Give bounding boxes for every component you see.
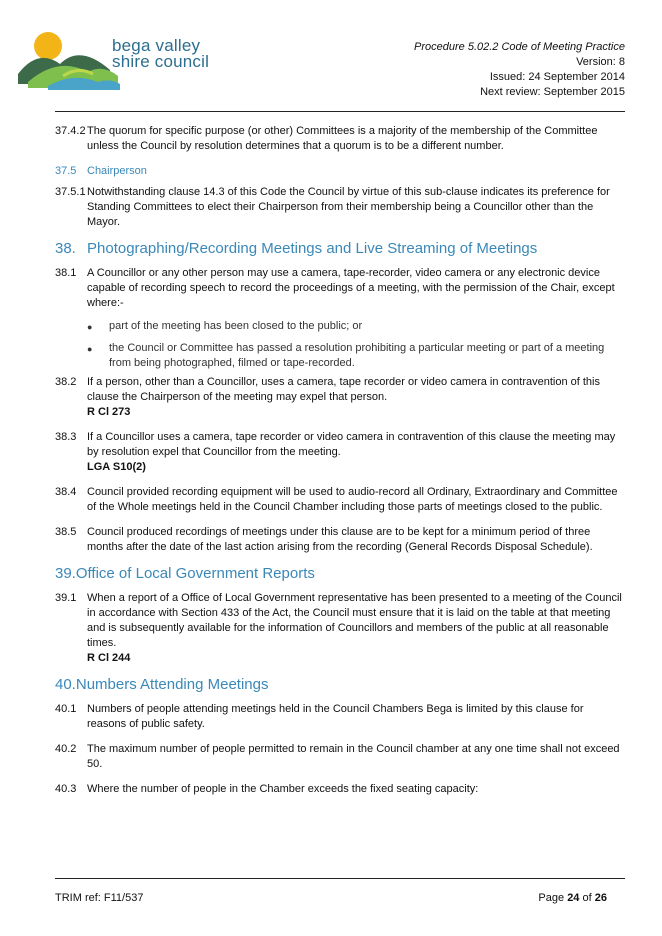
clause-text: Numbers of people attending meetings held in the Council Chambers Bega is limited by this clause for reasons of public safety.	[87, 703, 584, 730]
clause-40-1	[55, 702, 625, 732]
clause-text: Where the number of people in the Chamber exceeds the fixed seating capacity:	[87, 783, 479, 795]
bullet-text: the Council or Committee has passed a resolution prohibiting a particular meeting or part of a meeting from being photographed, filmed or tape-recorded.	[109, 342, 605, 369]
clause-40-2	[55, 742, 625, 772]
clause-number: 40.3	[55, 783, 77, 795]
heading-number: 38.	[55, 240, 76, 257]
bullet-text: part of the meeting has been closed to the public; or	[109, 320, 363, 332]
of-label: of	[582, 892, 592, 904]
clause-reference: R Cl 273	[87, 406, 131, 418]
clause-38-3	[55, 430, 625, 475]
clause-text: Council produced recordings of meetings under this clause are to be kept for a minimum period of three months after the date of the last action arising from the recording (General Records Disposal Schedule).	[87, 526, 593, 553]
clause-number: 37.5.1	[55, 186, 86, 198]
page-current: 24	[567, 892, 580, 904]
heading-text: Chairperson	[87, 165, 147, 177]
footer-divider	[55, 878, 625, 879]
trim-reference: TRIM ref: F11/537	[55, 892, 144, 904]
page-label: Page	[538, 892, 565, 904]
clause-text: The quorum for specific purpose (or other) Committees is a majority of the membership of the Committee unless the Council by resolution determines that a quorum is to be a different number.	[87, 125, 598, 152]
heading-39	[55, 565, 625, 583]
clause-number: 38.2	[55, 376, 77, 388]
heading-text: Office of Local Government Reports	[75, 565, 315, 582]
heading-text: Numbers Attending Meetings	[75, 676, 269, 693]
clause-38-4	[55, 485, 625, 515]
header-divider	[55, 111, 625, 112]
clause-reference: R Cl 244	[87, 652, 131, 664]
procedure-info	[414, 40, 625, 100]
clause-text: Notwithstanding clause 14.3 of this Code the Council by virtue of this sub-clause indicates its preference for Standing Committees to elect their Chairperson from their membership being a Councillor other than the Mayor.	[87, 186, 610, 228]
bullet-icon: ●	[87, 344, 93, 354]
heading-40	[55, 676, 625, 694]
bullet-icon: ●	[87, 322, 93, 332]
heading-text: Photographing/Recording Meetings and Live Streaming of Meetings	[87, 240, 538, 257]
document-body	[55, 124, 625, 807]
procedure-issued: Issued: 24 September 2014	[489, 71, 625, 83]
clause-37-4-2	[55, 124, 625, 154]
clause-text: Council provided recording equipment will be used to audio-record all Ordinary, Extraordinary and Committee of the Whole meetings held in the Council Chamber including those parts of meetings closed to the public.	[87, 486, 618, 513]
procedure-title: Procedure 5.02.2 Code of Meeting Practice	[414, 41, 625, 53]
clause-38-2	[55, 375, 625, 420]
clause-number: 38.4	[55, 486, 77, 498]
logo-line-1: bega valley	[112, 36, 201, 55]
heading-number: 39.	[55, 565, 76, 582]
heading-37-5	[55, 164, 625, 179]
clause-number: 40.2	[55, 743, 77, 755]
clause-number: 37.4.2	[55, 125, 86, 137]
clause-reference: LGA S10(2)	[87, 461, 146, 473]
clause-text: When a report of a Office of Local Government representative has been presented to a meeting of the Council in accordance with Section 433 of the Act, the Council must ensure that it is laid on the table at that meeting and is subsequently available for the information of Councillors and members of the public at all reasonable times.	[87, 592, 622, 649]
clause-38-5	[55, 525, 625, 555]
page-total: 26	[594, 892, 607, 904]
clause-text: If a Councillor uses a camera, tape recorder or video camera in contravention of this clause the meeting may by resolution expel that Councillor from the meeting.	[87, 431, 616, 458]
clause-text: A Councillor or any other person may use a camera, tape-recorder, video camera or any electronic device capable of recording speech to record the proceedings of a meeting, with the permission of the Chair, except where:-	[87, 267, 615, 309]
clause-text: If a person, other than a Councillor, uses a camera, tape recorder or video camera in contravention of this clause the Chairperson of the meeting may expel that person.	[87, 376, 600, 403]
heading-38	[55, 240, 625, 258]
clause-number: 38.3	[55, 431, 77, 443]
clause-38-1	[55, 266, 625, 311]
clause-number: 38.5	[55, 526, 77, 538]
clause-39-1	[55, 591, 625, 666]
page-number	[538, 892, 607, 904]
logo-line-2: shire council	[112, 52, 210, 71]
procedure-next-review: Next review: September 2015	[480, 86, 625, 98]
bullet-item	[87, 341, 625, 371]
procedure-version: Version: 8	[576, 56, 625, 68]
clause-number: 39.1	[55, 592, 77, 604]
heading-number: 37.5	[55, 165, 77, 177]
clause-text: The maximum number of people permitted to remain in the Council chamber at any one time shall not exceed 50.	[87, 743, 620, 770]
heading-number: 40.	[55, 676, 76, 693]
clause-37-5-1	[55, 185, 625, 230]
clause-40-3	[55, 782, 625, 797]
clause-number: 38.1	[55, 267, 77, 279]
clause-number: 40.1	[55, 703, 77, 715]
bullet-item	[87, 319, 625, 335]
